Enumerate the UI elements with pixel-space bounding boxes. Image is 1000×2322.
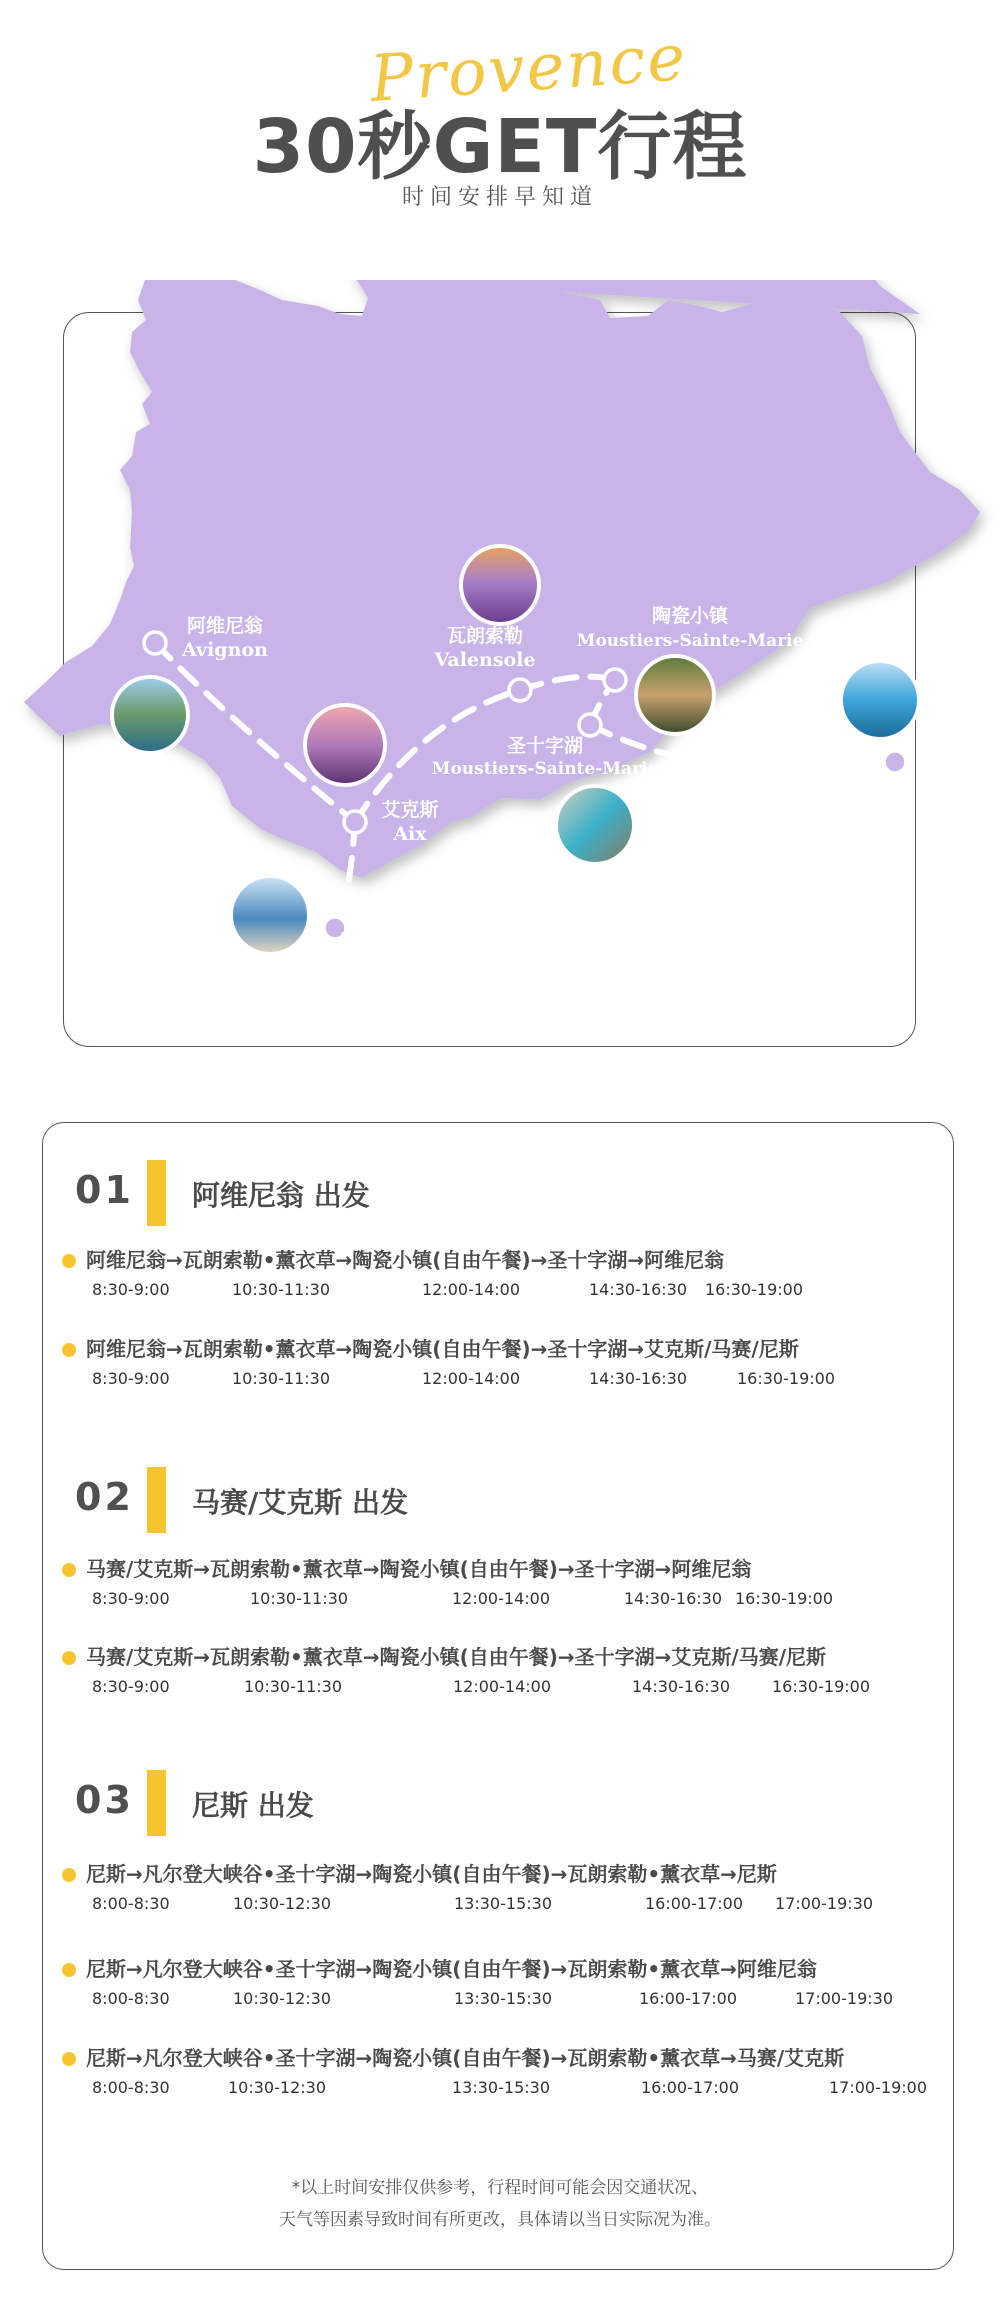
label-moustiers-en: Moustiers-Sainte-Marie	[576, 631, 804, 651]
label-moustiers-cn: 陶瓷小镇	[651, 605, 729, 627]
label-valensole-en: Valensole	[434, 649, 536, 671]
label-sainte-croix-cn: 圣十字湖	[506, 735, 584, 757]
bullet-dot	[62, 1343, 76, 1357]
time-slot: 10:30-12:30	[233, 1989, 331, 2008]
stop-marker-moustiers	[604, 669, 626, 691]
photo-sainte-croix-lake	[556, 786, 634, 864]
route-text: 马赛/艾克斯→瓦朗索勒•薰衣草→陶瓷小镇(自由午餐)→圣十字湖→阿维尼翁	[86, 1557, 752, 1581]
provence-route-map	[0, 280, 1000, 1100]
label-nice-cn: 尼斯	[870, 783, 910, 805]
time-slot: 10:30-12:30	[228, 2078, 326, 2097]
time-slot: 8:30-9:00	[92, 1589, 170, 1608]
stop-marker-sainte-croix	[579, 714, 601, 736]
route-text: 尼斯→凡尔登大峡谷•圣十字湖→陶瓷小镇(自由午餐)→瓦朗索勒•薰衣草→马赛/艾克斯	[86, 2046, 845, 2070]
label-aix-en: Aix	[393, 823, 427, 845]
route-text: 阿维尼翁→瓦朗索勒•薰衣草→陶瓷小镇(自由午餐)→圣十字湖→阿维尼翁	[86, 1248, 725, 1272]
time-slot: 10:30-11:30	[244, 1677, 342, 1696]
stop-marker-aix	[344, 811, 366, 833]
bullet-dot	[62, 1651, 76, 1665]
label-marseille-en: Marseille	[340, 929, 440, 951]
disclaimer-note	[0, 2172, 1000, 2236]
stop-marker-valensole	[509, 679, 531, 701]
route-text: 尼斯→凡尔登大峡谷•圣十字湖→陶瓷小镇(自由午餐)→瓦朗索勒•薰衣草→尼斯	[86, 1862, 777, 1886]
time-slot: 16:00-17:00	[645, 1894, 743, 1913]
route-times	[92, 1369, 972, 1391]
label-aix-cn: 艾克斯	[381, 799, 439, 821]
time-slot: 16:30-19:00	[705, 1280, 803, 1299]
time-slot: 16:30-19:00	[735, 1589, 833, 1608]
route-times	[92, 1677, 972, 1699]
time-slot: 14:30-16:30	[632, 1677, 730, 1696]
route-text: 马赛/艾克斯→瓦朗索勒•薰衣草→陶瓷小镇(自由午餐)→圣十字湖→艾克斯/马赛/尼斯	[86, 1645, 827, 1669]
time-slot: 10:30-12:30	[233, 1894, 331, 1913]
bullet-dot	[62, 1963, 76, 1977]
bullet-dot	[62, 2052, 76, 2066]
label-avignon-en: Avignon	[182, 639, 268, 661]
route-times	[92, 1280, 972, 1302]
label-valensole-cn: 瓦朗索勒	[446, 625, 524, 647]
time-slot: 8:00-8:30	[92, 1989, 170, 2008]
disclaimer-line-2: 天气等因素导致时间有所更改，具体请以当日实际况为准。	[279, 2210, 721, 2230]
section-number: 03	[75, 1778, 134, 1822]
bullet-dot	[62, 1563, 76, 1577]
section-accent-bar	[147, 1467, 166, 1533]
photo-avignon	[112, 677, 188, 753]
bullet-dot	[62, 1868, 76, 1882]
route-times	[92, 1989, 972, 2011]
disclaimer-line-1: *以上时间安排仅供参考，行程时间可能会因交通状况、	[291, 2178, 709, 2198]
time-slot: 13:30-15:30	[454, 1989, 552, 2008]
section-accent-bar	[147, 1160, 166, 1226]
time-slot: 13:30-15:30	[452, 2078, 550, 2097]
time-slot: 13:30-15:30	[454, 1894, 552, 1913]
label-nice-en: Nice	[865, 807, 915, 829]
time-slot: 17:00-19:30	[775, 1894, 873, 1913]
time-slot: 17:00-19:00	[829, 2078, 927, 2097]
time-slot: 12:00-14:00	[422, 1280, 520, 1299]
time-slot: 12:00-14:00	[422, 1369, 520, 1388]
route-text: 尼斯→凡尔登大峡谷•圣十字湖→陶瓷小镇(自由午餐)→瓦朗索勒•薰衣草→阿维尼翁	[86, 1957, 817, 1981]
provence-script-decoration: Provence	[367, 21, 690, 117]
label-avignon-cn: 阿维尼翁	[186, 615, 264, 637]
page-subtitle: 时间安排早知道	[401, 185, 598, 210]
bullet-dot	[62, 1254, 76, 1268]
label-sainte-croix-en: Moustiers-Sainte-Marie	[431, 759, 659, 779]
time-slot: 17:00-19:30	[795, 1989, 893, 2008]
photo-valensole-lavender	[461, 546, 539, 624]
stop-marker-nice	[884, 751, 906, 773]
header	[0, 0, 1000, 230]
time-slot: 10:30-11:30	[250, 1589, 348, 1608]
time-slot: 16:30-19:00	[772, 1677, 870, 1696]
time-slot: 12:00-14:00	[453, 1677, 551, 1696]
time-slot: 8:00-8:30	[92, 2078, 170, 2097]
photo-nice-coast	[841, 661, 919, 739]
time-slot: 16:00-17:00	[639, 1989, 737, 2008]
time-slot: 14:30-16:30	[589, 1369, 687, 1388]
time-slot: 16:30-19:00	[737, 1369, 835, 1388]
route-times	[92, 2078, 972, 2100]
section-title: 尼斯 出发	[192, 1789, 314, 1822]
time-slot: 8:00-8:30	[92, 1894, 170, 1913]
time-slot: 16:00-17:00	[641, 2078, 739, 2097]
photo-marseille-port	[231, 876, 309, 954]
route-times	[92, 1589, 972, 1611]
time-slot: 14:30-16:30	[589, 1280, 687, 1299]
route-times	[92, 1894, 972, 1916]
time-slot: 8:30-9:00	[92, 1369, 170, 1388]
photo-lavender-aix	[305, 705, 385, 785]
section-number: 02	[75, 1475, 134, 1519]
section-accent-bar	[147, 1770, 166, 1836]
page-title: 30秒GET行程	[252, 104, 748, 190]
label-marseille-cn: 马赛	[370, 905, 410, 927]
time-slot: 10:30-11:30	[232, 1280, 330, 1299]
route-text: 阿维尼翁→瓦朗索勒•薰衣草→陶瓷小镇(自由午餐)→圣十字湖→艾克斯/马赛/尼斯	[86, 1337, 799, 1361]
time-slot: 14:30-16:30	[624, 1589, 722, 1608]
time-slot: 8:30-9:00	[92, 1677, 170, 1696]
time-slot: 10:30-11:30	[232, 1369, 330, 1388]
section-number: 01	[75, 1168, 134, 1212]
photo-moustiers-village	[636, 656, 714, 734]
time-slot: 8:30-9:00	[92, 1280, 170, 1299]
time-slot: 12:00-14:00	[452, 1589, 550, 1608]
section-title: 阿维尼翁 出发	[192, 1179, 370, 1212]
stop-marker-avignon	[144, 632, 166, 654]
section-title: 马赛/艾克斯 出发	[192, 1486, 408, 1519]
